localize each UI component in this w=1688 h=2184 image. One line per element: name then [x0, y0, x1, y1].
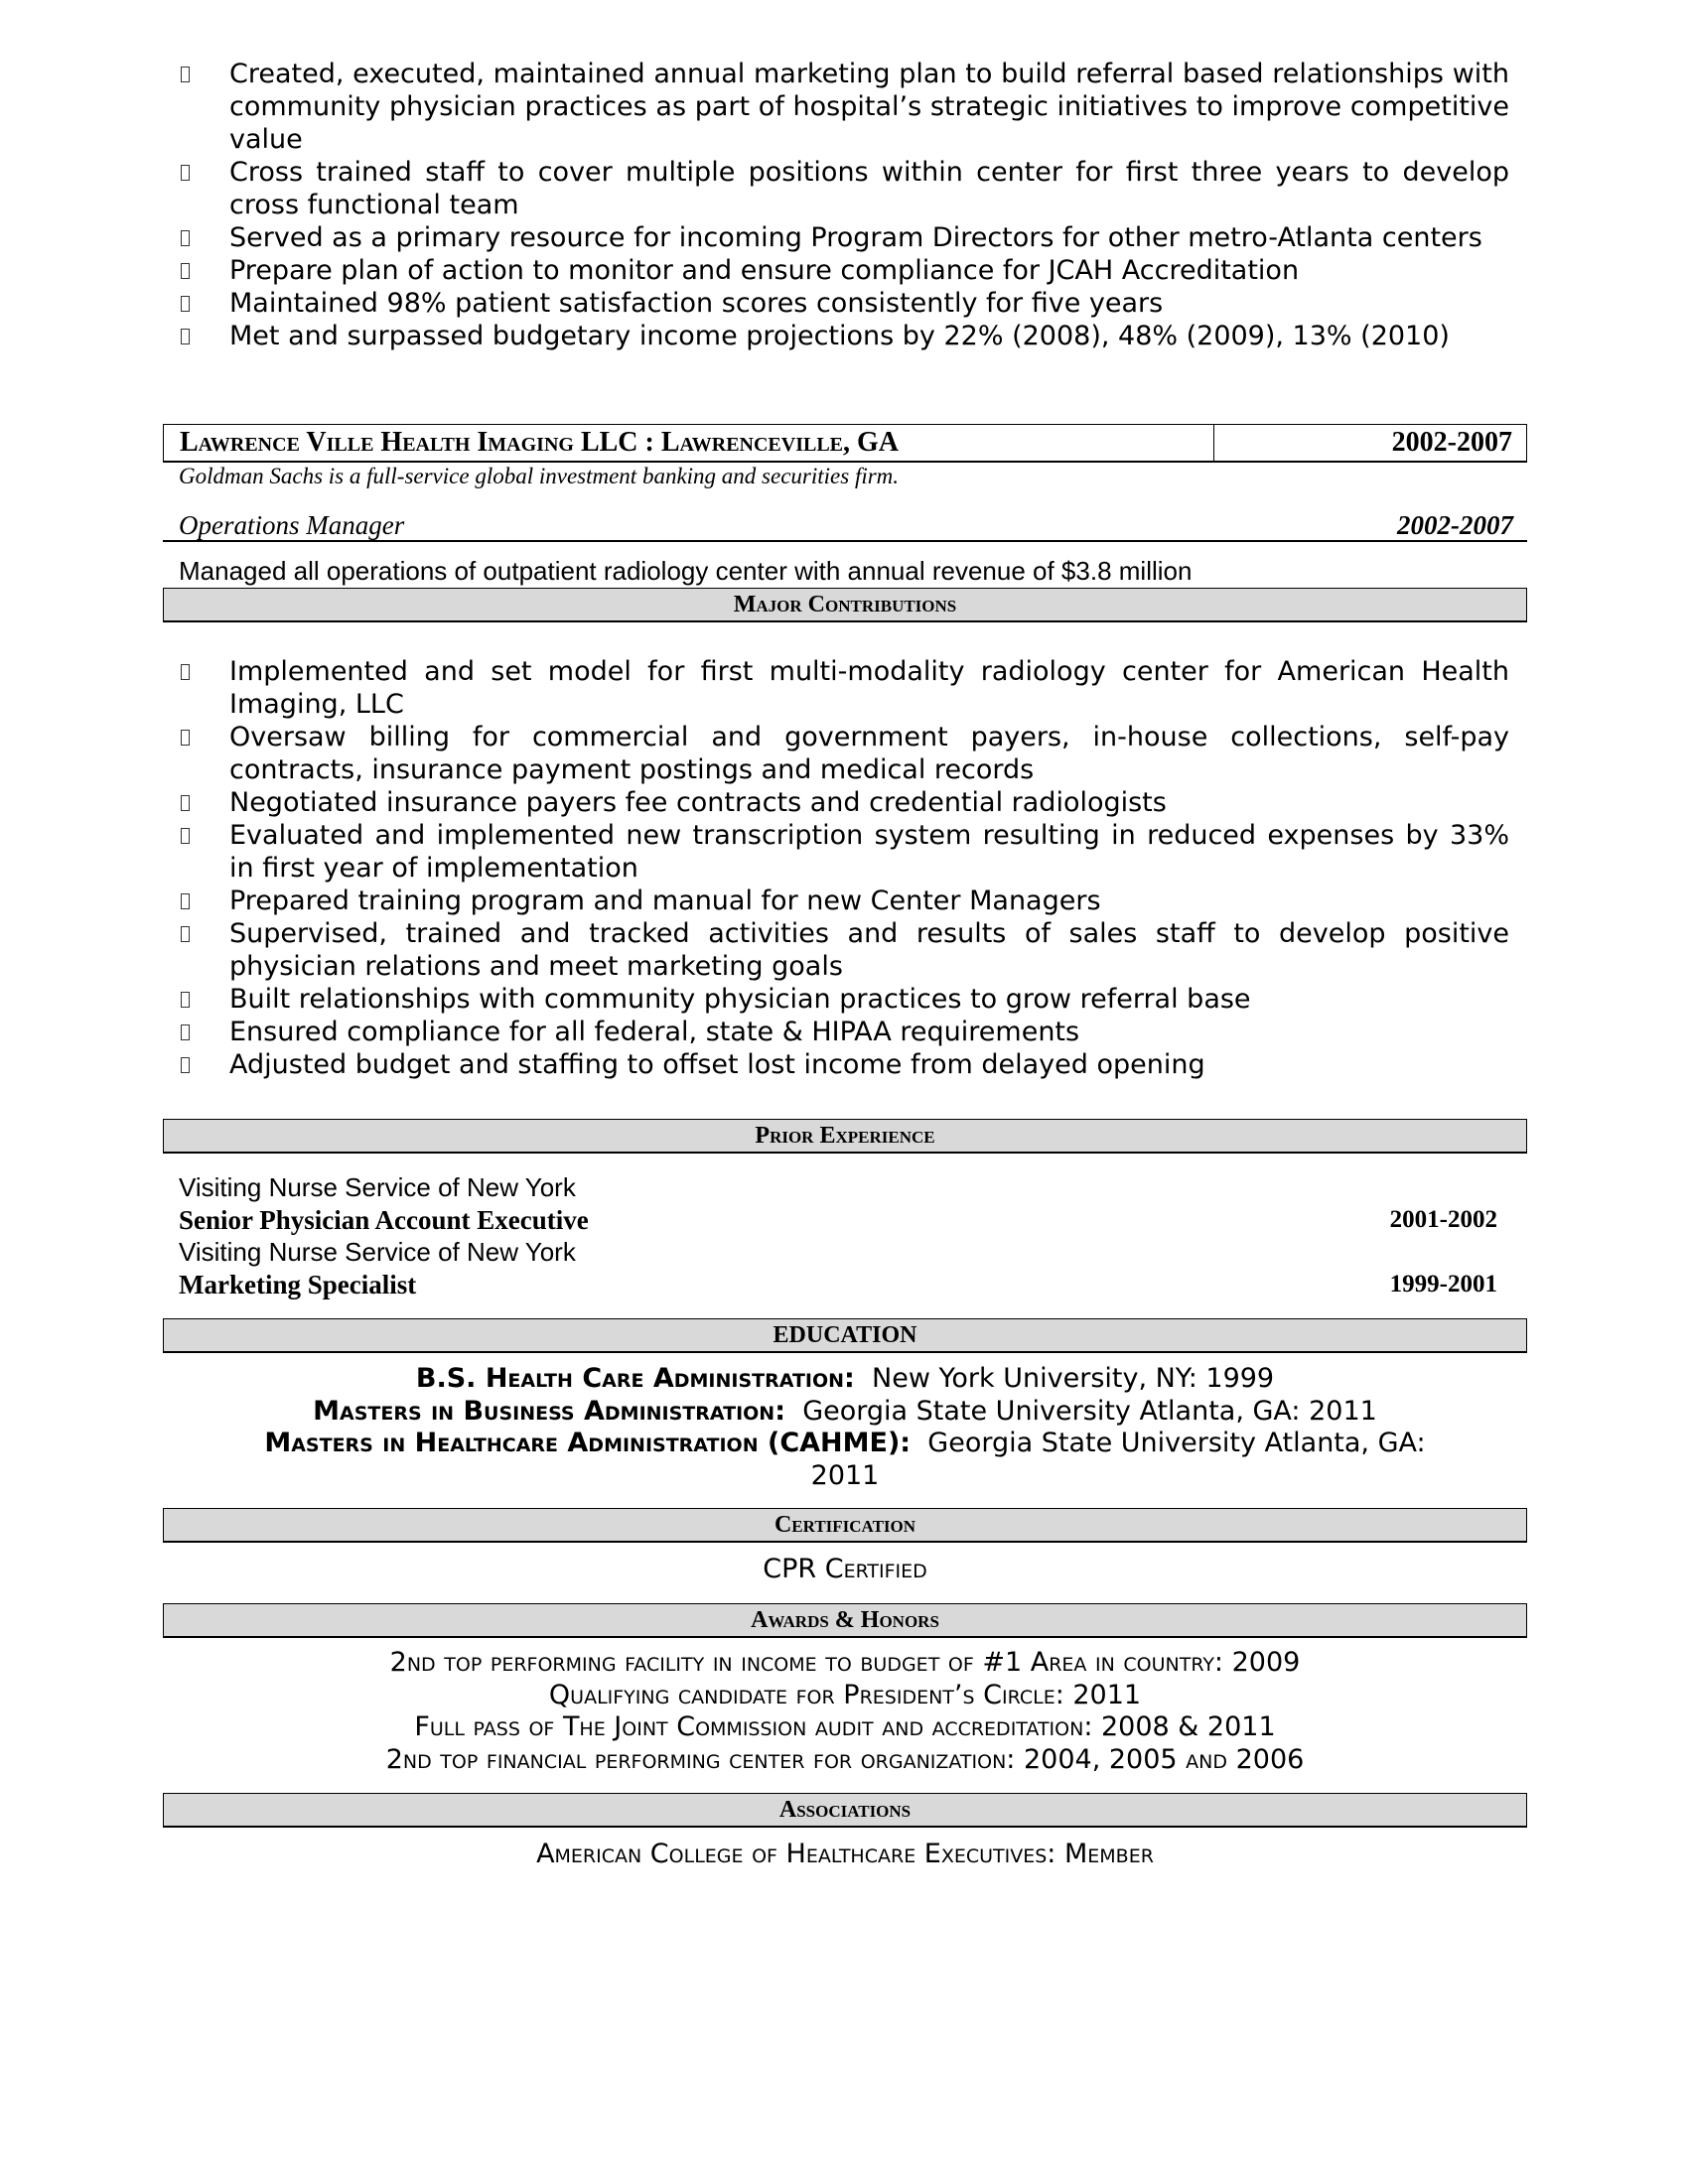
role-dates: 2002-2007	[1397, 510, 1513, 540]
education-list	[163, 1363, 1527, 1492]
org-name: Visiting Nurse Service of New York	[179, 1172, 576, 1202]
bullet-text: Prepared training program and manual for new Center Managers	[229, 886, 1101, 916]
list-item	[163, 287, 1527, 320]
section-awards: Awards & Honors	[163, 1603, 1527, 1638]
bullet-icon	[181, 664, 190, 680]
bullet-text: Created, executed, maintained annual marketing plan to build referral based relationships with community physician practices as part of hospital’s strategic initiatives to improve competitive value	[229, 59, 1509, 155]
bullet-icon	[181, 893, 190, 909]
school: Georgia State University Atlanta, GA: 2011	[810, 1428, 1426, 1491]
bullet-icon	[181, 992, 190, 1008]
degree: Masters in Business Administration:	[313, 1395, 786, 1427]
bullet-icon	[181, 296, 190, 312]
bullet-text: Ensured compliance for all federal, state & HIPAA requirements	[229, 1017, 1080, 1047]
list-item	[163, 58, 1527, 156]
association-item: American College of Healthcare Executives: Member	[536, 1839, 1154, 1869]
company-dates: 2002-2007	[1391, 427, 1512, 458]
bullet-icon	[181, 67, 190, 82]
degree: B.S. Health Care Administration:	[415, 1363, 855, 1394]
bullet-text: Supervised, trained and tracked activities and results of sales staff to develop positive physician relations and meet marketing goals	[229, 918, 1509, 982]
list-item	[163, 885, 1527, 917]
prior-org	[163, 1171, 1527, 1204]
bullet-text: Met and surpassed budgetary income projections by 22% (2008), 48% (2009), 13% (2010)	[229, 321, 1450, 351]
awards-list	[163, 1647, 1527, 1776]
list-item	[163, 786, 1527, 819]
bullet-text: Negotiated insurance payers fee contracts and credential radiologists	[229, 787, 1167, 818]
bullet-text: Cross trained staff to cover multiple positions within center for first three years to develop cross functional team	[229, 157, 1509, 220]
section-education: EDUCATION	[163, 1318, 1527, 1353]
list-item	[163, 983, 1527, 1016]
bullet-text: Oversaw billing for commercial and government payers, in-house collections, self-pay contracts, insurance payment postings and medical records	[229, 722, 1509, 785]
role-dates: 1999-2001	[1389, 1270, 1497, 1297]
award-item: Qualifying candidate for President’s Circle: 2011	[548, 1679, 1142, 1710]
section-major-contributions: Major Contributions	[163, 588, 1527, 622]
list-item	[163, 254, 1527, 287]
bullet-icon	[181, 165, 190, 181]
bullet-text: Implemented and set model for first multi-modality radiology center for American Health Imaging, LLC	[229, 656, 1509, 720]
list-item	[163, 156, 1527, 221]
bullet-text: Maintained 98% patient satisfaction scores consistently for five years	[229, 288, 1164, 319]
company-description: Goldman Sachs is a full-service global investment banking and securities firm.	[179, 464, 900, 488]
bullet-icon	[181, 1057, 190, 1073]
role-title: Operations Manager	[179, 510, 405, 540]
prior-org	[163, 1236, 1527, 1269]
certification-item: CPR Certified	[763, 1554, 927, 1584]
bullet-icon	[181, 828, 190, 844]
top-bullet-list	[163, 58, 1527, 352]
award-item: 2nd top financial performing center for organization: 2004, 2005 and 2006	[385, 1743, 1305, 1775]
degree: Masters in Healthcare Administration (CAHME):	[264, 1428, 912, 1458]
major-bullet-list	[163, 655, 1527, 1081]
award-item: Full pass of The Joint Commission audit and accreditation: 2008 & 2011	[414, 1711, 1276, 1742]
section-prior-experience: Prior Experience	[163, 1119, 1527, 1154]
bullet-text: Evaluated and implemented new transcription system resulting in reduced expenses by 33% in first year of implementation	[229, 820, 1509, 884]
bullet-text: Built relationships with community physician practices to grow referral base	[229, 984, 1251, 1015]
prior-role	[163, 1269, 1527, 1301]
list-item	[163, 721, 1527, 786]
list-item	[163, 221, 1527, 254]
bullet-text: Adjusted budget and staffing to offset lost income from delayed opening	[229, 1049, 1205, 1080]
education-item	[252, 1396, 1438, 1429]
company-header	[163, 424, 1527, 463]
bullet-icon	[181, 795, 190, 811]
prior-experience-list	[163, 1171, 1527, 1300]
role-title: Marketing Specialist	[179, 1269, 417, 1299]
list-item	[163, 1048, 1527, 1081]
bullet-icon	[181, 926, 190, 942]
list-item	[163, 1016, 1527, 1048]
award-item: 2nd top performing facility in income to budget of #1 Area in country: 2009	[389, 1647, 1301, 1678]
org-name: Visiting Nurse Service of New York	[179, 1237, 576, 1267]
school: New York University, NY: 1999	[872, 1363, 1275, 1394]
bullet-icon	[181, 1024, 190, 1040]
education-item	[252, 1428, 1438, 1492]
role-dates: 2001-2002	[1389, 1205, 1497, 1233]
bullet-icon	[181, 329, 190, 344]
list-item	[163, 917, 1527, 983]
role-header	[163, 510, 1527, 542]
bullet-icon	[181, 730, 190, 746]
list-item	[163, 655, 1527, 721]
bullet-text: Served as a primary resource for incoming Program Directors for other metro-Atlanta centers	[229, 222, 1482, 253]
bullet-text: Prepare plan of action to monitor and ensure compliance for JCAH Accreditation	[229, 255, 1300, 286]
company-name: Lawrence Ville Health Imaging LLC : Lawrenceville, GA	[164, 425, 1214, 461]
role-summary: Managed all operations of outpatient radiology center with annual revenue of $3.8 million	[179, 556, 1193, 586]
education-item	[252, 1363, 1438, 1396]
section-certification: Certification	[163, 1508, 1527, 1543]
prior-role	[163, 1204, 1527, 1237]
bullet-icon	[181, 230, 190, 246]
bullet-icon	[181, 263, 190, 279]
list-item	[163, 819, 1527, 885]
list-item	[163, 320, 1527, 352]
school: Georgia State University Atlanta, GA: 2011	[802, 1395, 1377, 1427]
role-title: Senior Physician Account Executive	[179, 1204, 589, 1235]
section-associations: Associations	[163, 1793, 1527, 1828]
